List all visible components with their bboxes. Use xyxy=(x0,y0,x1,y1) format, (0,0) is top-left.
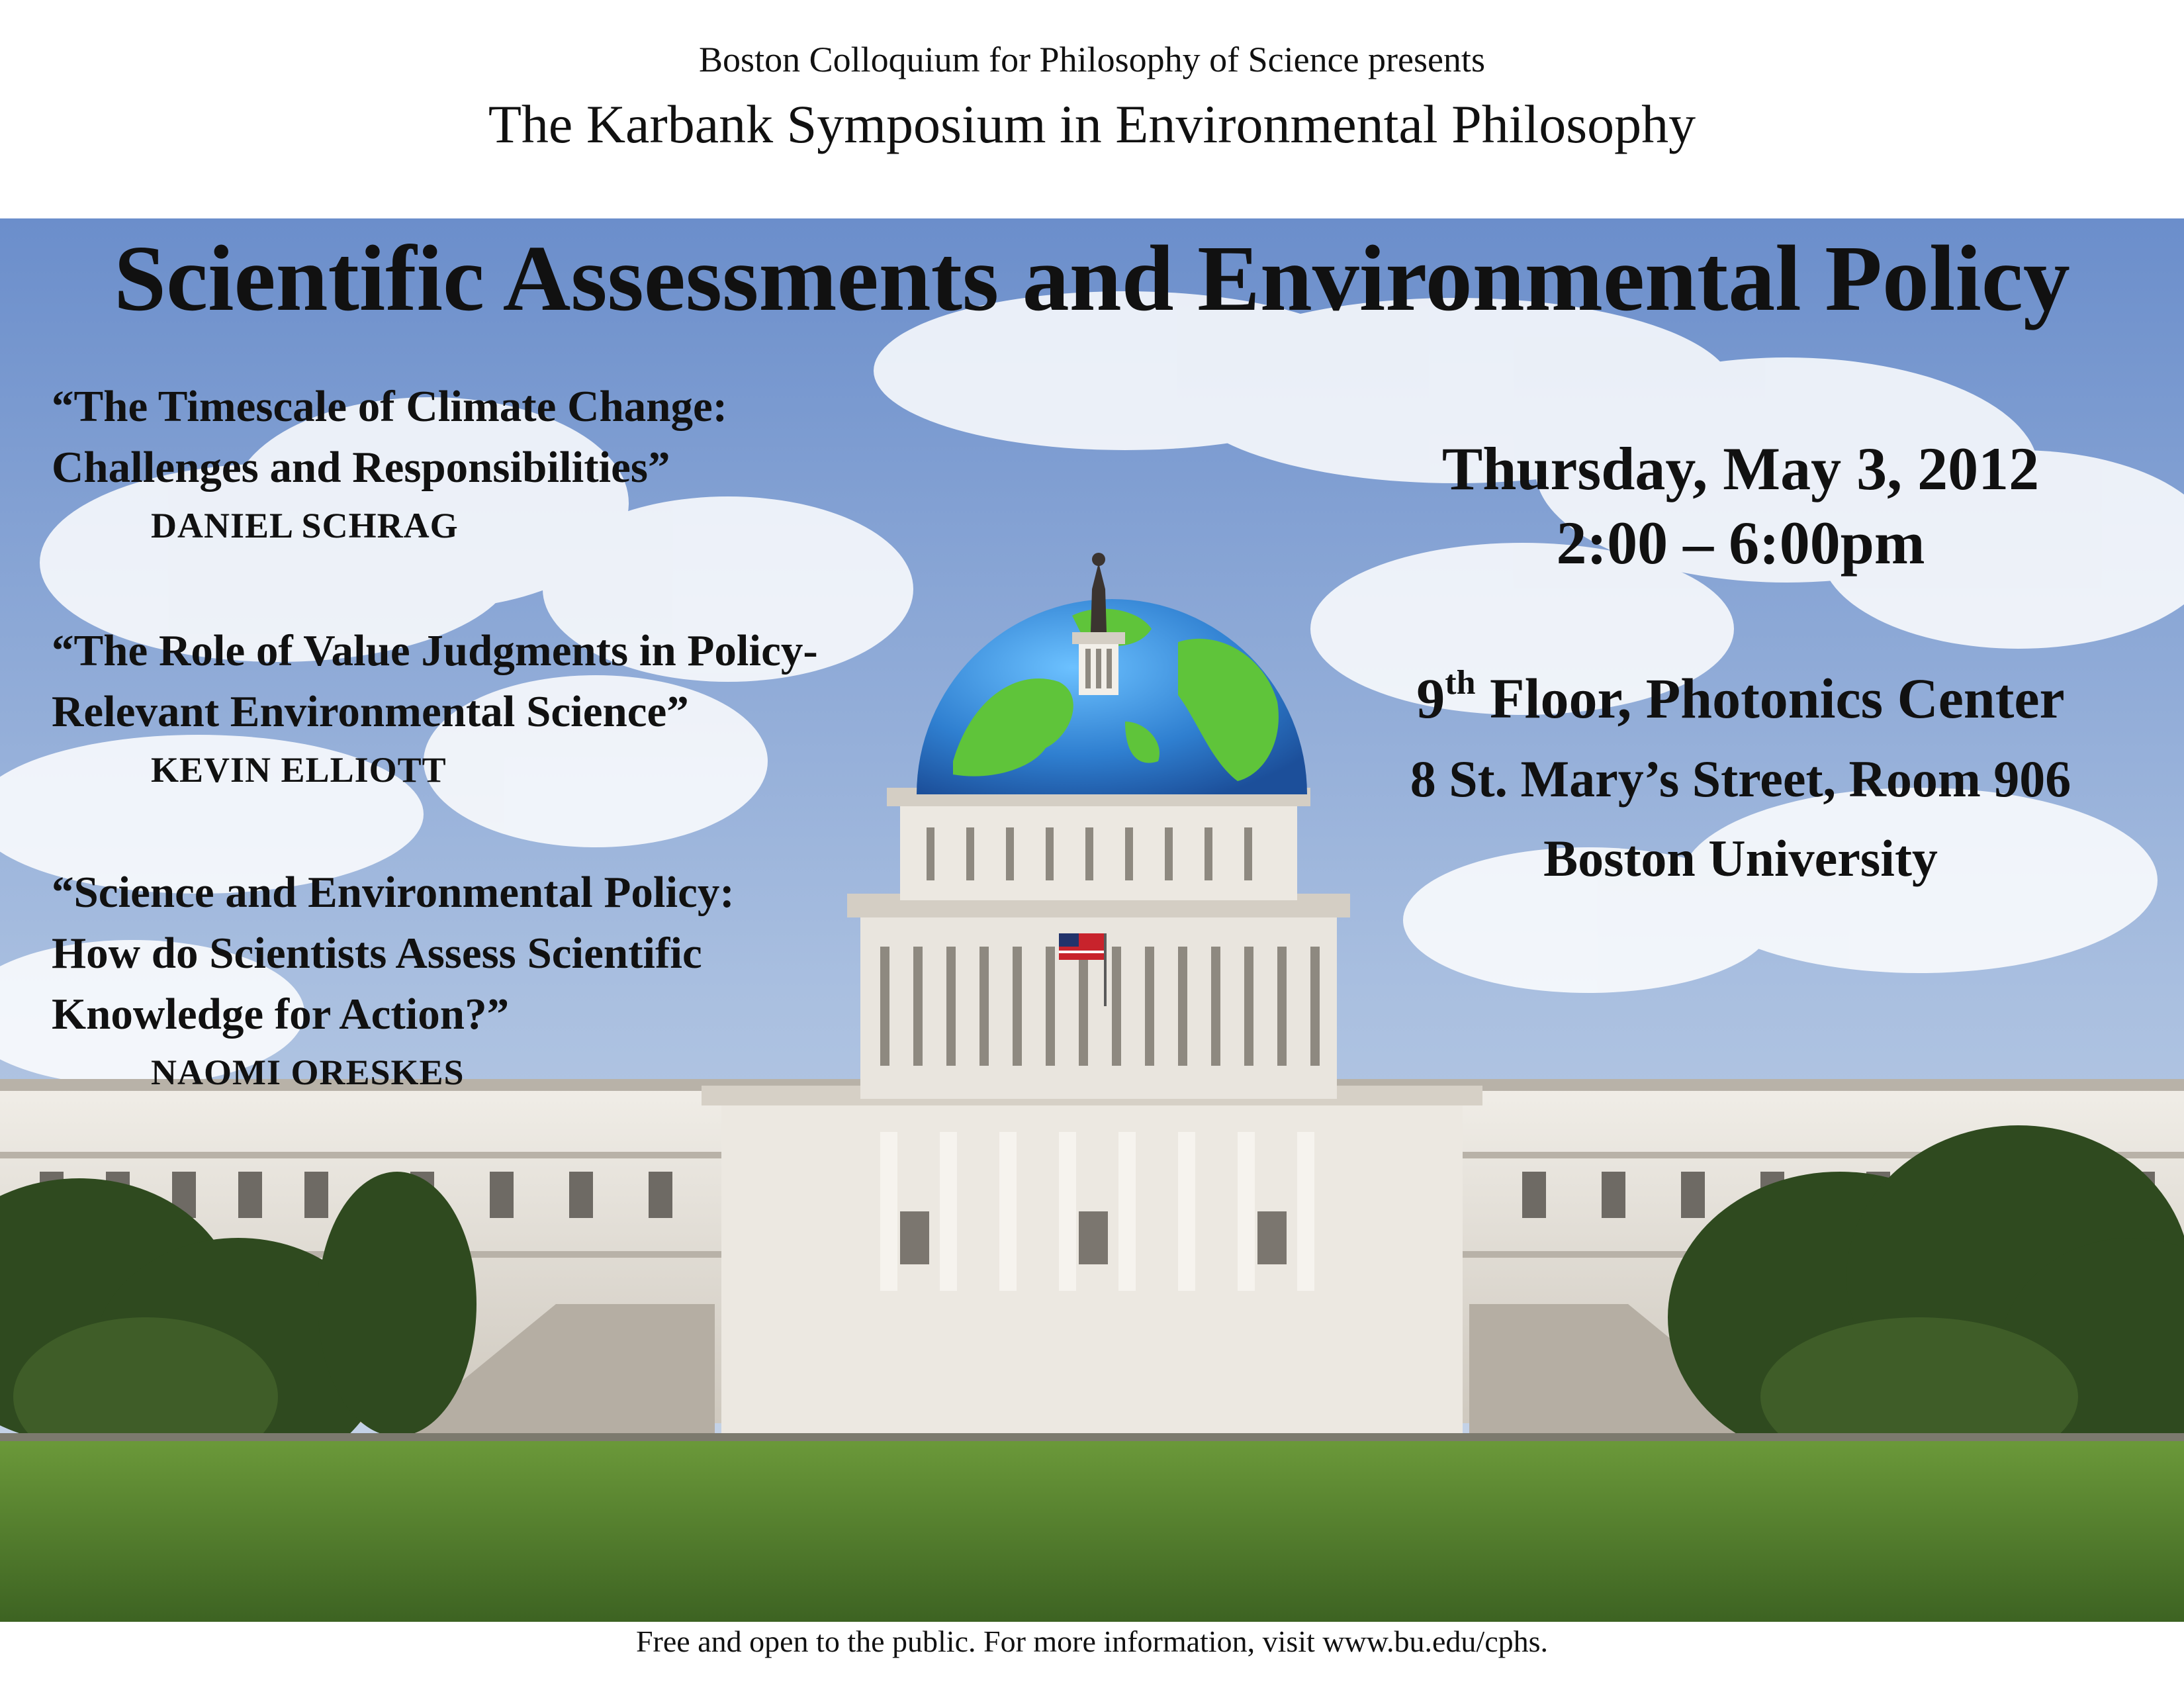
event-time: 2:00 – 6:00pm xyxy=(1556,509,1925,577)
floor-number: 9 xyxy=(1416,667,1445,730)
talk-3 xyxy=(52,862,735,1100)
floor-suffix: th xyxy=(1445,664,1476,702)
venue-name: Floor, Photonics Center xyxy=(1475,667,2065,730)
talk-1 xyxy=(52,376,727,553)
main-title: Scientific Assessments and Environmental Policy xyxy=(114,226,2070,330)
symposium-title: The Karbank Symposium in Environmental Philosophy xyxy=(488,94,1696,154)
talk-speaker: DANIEL SCHRAG xyxy=(151,506,459,545)
footer-note: Free and open to the public. For more information, visit www.bu.edu/cphs. xyxy=(635,1624,1549,1658)
talk-speaker: KEVIN ELLIOTT xyxy=(151,750,447,790)
poster-header xyxy=(0,0,2184,218)
talk-title: “The Timescale of Climate Change: Challenges and Responsibilities” xyxy=(52,382,728,492)
talk-title: “The Role of Value Judgments in Policy- Relevant Environmental Science” xyxy=(52,626,818,736)
event-address: 8 St. Mary’s Street, Room 906 xyxy=(1410,750,2071,808)
event-date: Thursday, May 3, 2012 xyxy=(1441,435,2040,502)
event-university: Boston University xyxy=(1543,829,1938,887)
talk-title: “Science and Environmental Policy: How do Scientists Assess Scientific Knowledge for Action?” xyxy=(52,868,735,1039)
event-venue xyxy=(1317,662,2164,735)
presenter-line: Boston Colloquium for Philosophy of Science presents xyxy=(699,40,1485,79)
talk-speaker: NAOMI ORESKES xyxy=(151,1053,465,1092)
talk-2 xyxy=(52,620,818,798)
